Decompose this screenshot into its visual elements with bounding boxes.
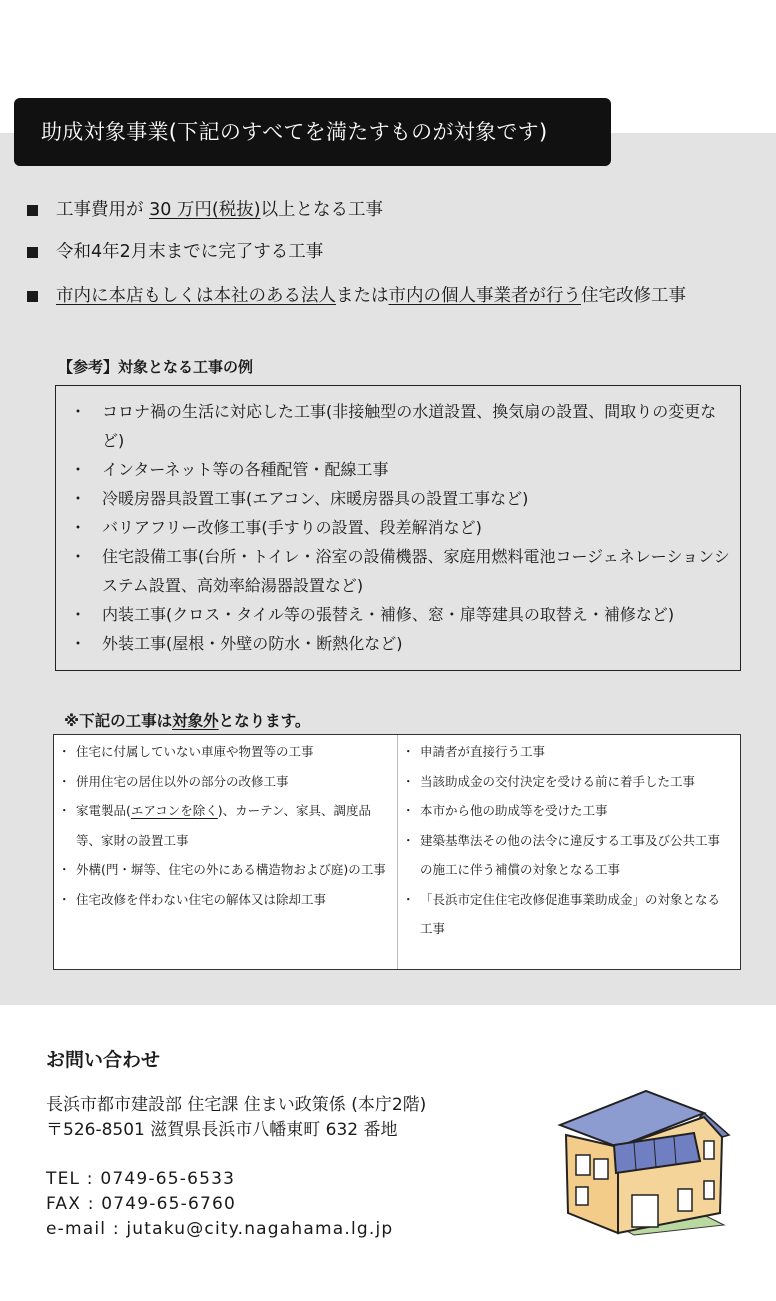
excluded-item: ・ 住宅改修を伴わない住宅の解体又は除却工事 bbox=[60, 885, 389, 915]
contact-department: 長浜市都市建設部 住宅課 住まい政策係 (本庁2階) bbox=[46, 1095, 427, 1115]
excluded-item: ・ 申請者が直接行う工事 bbox=[404, 737, 732, 767]
excluded-item: ・ 併用住宅の居住以外の部分の改修工事 bbox=[60, 767, 389, 797]
reference-box bbox=[55, 385, 741, 671]
reference-item: ・ 内装工事(クロス・タイル等の張替え・補修、窓・扉等建具の取替え・補修など) bbox=[70, 600, 730, 629]
reference-item: ・ コロナ禍の生活に対応した工事(非接触型の水道設置、換気扇の設置、間取りの変更など) bbox=[70, 397, 730, 455]
house-illustration-icon bbox=[554, 1085, 734, 1240]
reference-item: ・ 冷暖房器具設置工事(エアコン、床暖房器具の設置工事など) bbox=[70, 484, 730, 513]
reference-item: ・ 外装工事(屋根・外壁の防水・断熱化など) bbox=[70, 629, 730, 658]
page-title: 助成対象事業(下記のすべてを満たすものが対象です) bbox=[14, 98, 611, 166]
excluded-item: ・ 当該助成金の交付決定を受ける前に着手した工事 bbox=[404, 767, 732, 797]
reference-item: ・ 住宅設備工事(台所・トイレ・浴室の設備機器、家庭用燃料電池コージェネレーションシステム設置、高効率給湯器設置など) bbox=[70, 542, 730, 600]
requirements-list bbox=[24, 197, 686, 309]
excluded-item: ・ 「長浜市定住住宅改修促進事業助成金」の対象となる工事 bbox=[404, 885, 732, 944]
contact-address: 〒526-8501 滋賀県長浜市八幡東町 632 番地 bbox=[46, 1120, 398, 1140]
excluded-item: ・ 住宅に付属していない車庫や物置等の工事 bbox=[60, 737, 389, 767]
requirement-item: 市内に本店もしくは本社のある法人または市内の個人事業者が行う住宅改修工事 bbox=[24, 283, 686, 309]
excluded-item: ・ 建築基準法その他の法令に違反する工事及び公共工事の施工に伴う補償の対象となる工事 bbox=[404, 826, 732, 885]
excluded-heading: ※下記の工事は対象外となります。 bbox=[64, 712, 311, 730]
contact-info bbox=[46, 1093, 426, 1242]
reference-item: ・ バリアフリー改修工事(手すりの設置、段差解消など) bbox=[70, 513, 730, 542]
requirement-item: 工事費用が 30 万円(税抜)以上となる工事 bbox=[24, 197, 686, 223]
reference-heading: 【参考】対象となる工事の例 bbox=[58, 358, 254, 376]
contact-title: お問い合わせ bbox=[46, 1049, 161, 1071]
excluded-box bbox=[53, 734, 741, 970]
reference-item: ・ インターネット等の各種配管・配線工事 bbox=[70, 455, 730, 484]
contact-email[interactable]: e-mail : jutaku@city.nagahama.lg.jp bbox=[46, 1219, 394, 1239]
excluded-item: ・ 外構(門・塀等、住宅の外にある構造物および庭)の工事 bbox=[60, 855, 389, 885]
excluded-left-column bbox=[54, 735, 397, 969]
contact-tel: TEL : 0749-65-6533 bbox=[46, 1169, 236, 1189]
excluded-right-column bbox=[397, 735, 740, 969]
requirement-item: 令和4年2月末までに完了する工事 bbox=[24, 239, 686, 265]
square-bullet-icon bbox=[27, 205, 38, 216]
excluded-item: ・ 家電製品(エアコンを除く)、カーテン、家具、調度品等、家財の設置工事 bbox=[60, 796, 389, 855]
excluded-item: ・ 本市から他の助成等を受けた工事 bbox=[404, 796, 732, 826]
square-bullet-icon bbox=[27, 247, 38, 258]
contact-fax: FAX : 0749-65-6760 bbox=[46, 1194, 237, 1214]
square-bullet-icon bbox=[27, 291, 38, 302]
